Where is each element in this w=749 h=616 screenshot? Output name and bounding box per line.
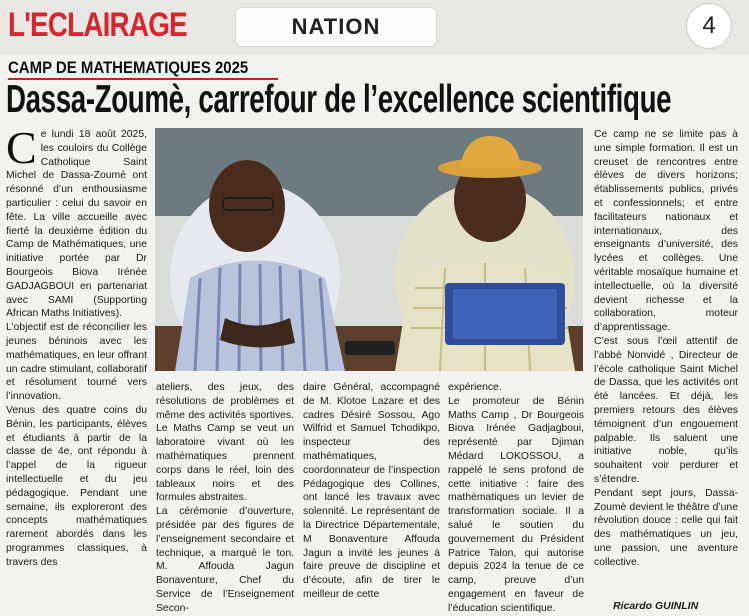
- newspaper-logo: L'ECLAIRAGE: [8, 6, 187, 44]
- article-photo: [155, 128, 583, 371]
- paragraph: Ce camp ne se limite pas à une simple formation. Il est un creuset de rencontres entre élèves de divers horizons; établissements publics, privés et confessionnels; et entre facilitateurs nationaux et internationaux, des enseignants d’université, des lycées et collèges. Une véritable mosaïque humaine et intellectuelle, où la diversité devient richesse et la collaboration, moteur d’apprentissage.: [594, 129, 738, 334]
- paragraph: Le promoteur de Bénin Maths Camp , Dr Bourgeois Biova Irénée Gadjagboui, représenté par Djiman Médard LOKOSSOU, a rappelé le sens profond de cette initiative : faire des mathématiques un levier de transformation sociale. Il a salué le soutien du gouvernement du Président Patrice Talon, qui autorise depuis 2024 la tenue de ce camp, preuve d’un engagement en faveur de l’éducation scientifique.: [448, 395, 584, 614]
- article-column-3: [303, 381, 440, 602]
- paragraph: L’objectif est de réconcilier les jeunes béninois avec les mathématiques, en leur offrant un cadre stimulant, collaboratif et résolument tourné vers l’innovation.: [6, 322, 147, 403]
- page-number-badge: 4: [687, 4, 731, 48]
- article-column-2: [156, 381, 294, 616]
- photo-illustration: [155, 128, 583, 371]
- paragraph: C’est sous l’œil attentif de l’abbé Nonvidé , Directeur de l’école catholique Saint Michel de Dassa, que les activités ont été lancées. Et déjà, les premiers retours des élèves témoignent d’un engouement palpable. Ils saluent une initiative noble, qu’ils souhaitent voir perdurer et s’étendre.: [594, 335, 738, 485]
- section-rubric: NATION: [236, 8, 436, 46]
- paragraph: expérience.: [448, 382, 502, 393]
- article-column-1: [6, 122, 147, 570]
- masthead: [0, 0, 749, 54]
- article-column-5: [594, 128, 738, 570]
- paragraph: daire Général, accompagné de M. Klotoe Lazare et des cadres Désiré Sossou, Ago Wilfrid et Samuel Tchodikpo, inspecteur des mathématiques, coordonnateur de l’inspection Pédagogique des Collines, ont lancé les travaux avec solennité. Le représentant de la Directrice Départementale, M Bonaventure Affouda Jagun a invité les jeunes à faire preuve de discipline et d’écoute, afin de tirer le meilleur de cette: [303, 382, 440, 600]
- article-kicker: CAMP DE MATHEMATIQUES 2025: [8, 58, 249, 77]
- paragraph: e lundi 18 août 2025, les couloirs du Collège Catholique Saint Michel de Dassa-Zoumè ont résonné d’un enthousiasme particulier : celui du savoir en fête. La ville accueille avec fierté la deuxième édition du Camp de Mathématiques, une initiative portée par Dr Bourgeois Biova Irénée GADJAGBOUI en partenariat avec SAMI (Supporting African Maths Initiatives).: [6, 129, 147, 320]
- author-signature: Ricardo GUINLIN: [613, 600, 699, 612]
- drop-cap: C: [6, 122, 37, 173]
- paragraph: La cérémonie d’ouverture, présidée par des figures de l’enseignement secondaire et technique, a marqué le ton. M. Affouda Jagun Bonaventure, Chef du Service de l’Enseignement Secon-: [156, 506, 294, 614]
- article-column-4: [448, 381, 584, 616]
- paragraph: ateliers, des jeux, des résolutions de problèmes et même des activités sportives. Le Maths Camp se veut un laboratoire vivant où les mathématiques prennent corps dans le réel, loin des tableaux noirs et des formules abstraites.: [156, 382, 294, 504]
- paragraph: Venus des quatre coins du Bénin, les participants, élèves et étudiants à partir de la classe de 4e, ont répondu à l’appel de la rigueur intellectuelle et du jeu pédagogique. Pendant une semaine, ils exploreront des concepts mathématiques rarement abordés dans les programmes classiques, à travers des: [6, 404, 147, 568]
- paragraph: Pendant sept jours, Dassa-Zoumè devient le théâtre d’une révolution douce : celle qui fait des mathématiques un jeu, une passion, une aventure collective.: [594, 487, 738, 568]
- article-headline: Dassa-Zoumè, carrefour de l’excellence scientifique: [6, 78, 672, 121]
